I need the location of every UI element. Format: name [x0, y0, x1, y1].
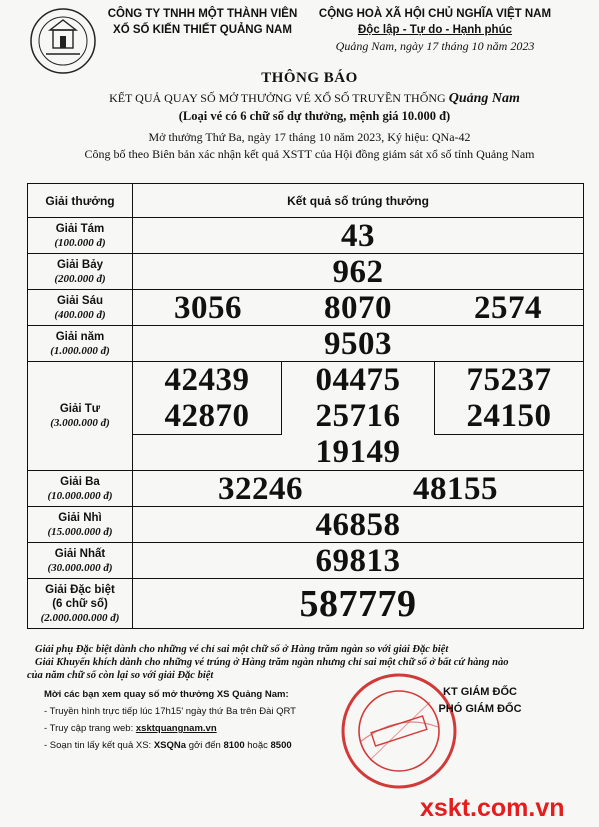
prize-sub: (6 chữ số) — [52, 597, 108, 610]
notes — [27, 643, 587, 682]
invite-item2 — [44, 720, 344, 737]
invite-heading: Mời các bạn xem quay số mở thưởng XS Quảng Nam: — [44, 689, 289, 700]
table-row — [28, 543, 584, 579]
prize-label — [28, 362, 133, 471]
table-row — [28, 507, 584, 543]
prize-number: 8070 — [324, 289, 392, 326]
prize-label — [28, 218, 133, 254]
prize-numbers — [133, 471, 584, 507]
table-header-row — [28, 184, 584, 218]
prize-label — [28, 290, 133, 326]
prize-name: Giải Đặc biệt — [45, 583, 115, 596]
company-line2: XỔ SỐ KIẾN THIẾT QUẢNG NAM — [113, 24, 292, 36]
prize-number: 19149 — [315, 434, 401, 470]
prize-number: 04475 — [282, 362, 435, 398]
prize-number: 32246 — [218, 470, 303, 507]
nation-line1: CỘNG HOÀ XÃ HỘI CHỦ NGHĨA VIỆT NAM — [318, 8, 552, 20]
prize-number: 48155 — [413, 470, 498, 507]
prize-amount: (200.000 đ) — [54, 272, 106, 285]
company-line1: CÔNG TY TNHH MỘT THÀNH VIÊN — [107, 8, 298, 20]
company-name — [100, 6, 305, 38]
prize-label — [28, 471, 133, 507]
invite-item3 — [44, 737, 344, 754]
watermark: xskt.com.vn — [420, 794, 565, 822]
title-line3: (Loại vé có 6 chữ số dự thưởng, mệnh giá 10.000 đ) — [178, 109, 451, 123]
table-row — [28, 290, 584, 326]
prize-number: 962 — [133, 254, 584, 290]
title-line2-prefix: KẾT QUẢ QUAY SỐ MỞ THƯỞNG VÉ XỔ SỐ TRUYỀN THỐNG — [109, 91, 446, 105]
prize-name: Giải Tư — [59, 403, 101, 415]
title-line2 — [30, 91, 599, 107]
prize-name: Giải Bảy — [56, 258, 104, 271]
title-line4: Mở thưởng Thứ Ba, ngày 17 tháng 10 năm 2023, Ký hiệu: QNa-42 — [148, 130, 471, 144]
invite-block — [44, 686, 344, 754]
invite-item3-or: hoặc — [244, 740, 271, 751]
prize-number: 3056 — [174, 289, 242, 326]
title-line2-script: Quảng Nam — [448, 91, 520, 106]
header-prize: Giải thưởng — [28, 184, 133, 218]
table-row — [28, 362, 584, 471]
prize-number: 25716 — [282, 398, 435, 434]
note-line2: Giải Khuyến khích dành cho những vé trúng ở Hàng trăm ngàn nhưng chỉ sai một chữ số ở bất cứ hàng nào — [35, 657, 509, 668]
prize-label — [28, 579, 133, 629]
prize-label — [28, 254, 133, 290]
signature-line2: PHÓ GIÁM ĐỐC — [438, 703, 522, 715]
national-motto — [305, 6, 565, 54]
results-table — [27, 183, 584, 629]
prize-number: 9503 — [133, 326, 584, 362]
sms-number2: 8500 — [270, 740, 292, 751]
prize-name: Giải Sáu — [56, 294, 104, 307]
prize-amount: (10.000.000 đ) — [47, 489, 113, 502]
table-row — [28, 326, 584, 362]
prize-number: 42870 — [133, 398, 282, 434]
prize-amount: (2.000.000.000 đ) — [40, 611, 120, 624]
prize-name: Giải Nhất — [54, 547, 106, 560]
prize-number: 75237 — [466, 362, 552, 398]
prize-number: 43 — [133, 218, 584, 254]
prize-amount: (30.000.000 đ) — [47, 561, 113, 574]
header-results: Kết quả số trúng thưởng — [133, 184, 584, 218]
prize-amount: (100.000 đ) — [54, 236, 106, 249]
website-link[interactable]: xskt​quangnam.vn — [135, 723, 217, 734]
title-line5: Công bố theo Biên bản xác nhận kết quả XSTT của Hội đồng giám sát xổ số tỉnh Quảng Nam — [84, 147, 535, 161]
prize-number: 46858 — [133, 507, 584, 543]
title-block — [0, 70, 599, 162]
table-row — [28, 471, 584, 507]
prize-number: 587779 — [133, 579, 584, 629]
table-row — [28, 254, 584, 290]
prize-label — [28, 543, 133, 579]
sms-code: XSQNa — [153, 740, 187, 751]
company-logo — [28, 6, 98, 76]
sms-number1: 8100 — [223, 740, 245, 751]
prize-name: Giải Nhì — [58, 511, 102, 524]
prize-amount: (3.000.000 đ) — [50, 417, 110, 429]
prize-numbers — [133, 362, 584, 471]
prize-amount: (15.000.000 đ) — [47, 525, 113, 538]
prize-number: 42439 — [133, 362, 282, 398]
prize-number: 24150 — [435, 398, 584, 434]
place-date: Quảng Nam, ngày 17 tháng 10 năm 2023 — [335, 39, 535, 53]
prize-amount: (1.000.000 đ) — [50, 344, 110, 357]
note-line1: Giải phụ Đặc biệt dành cho những vé chỉ sai một chữ số ở Hàng trăm ngàn so với giải Đặc biệt — [35, 644, 449, 655]
signature-line1: KT GIÁM ĐỐC — [443, 686, 517, 698]
prize-label — [28, 507, 133, 543]
signature-block — [395, 684, 565, 718]
prize-number: 2574 — [474, 289, 542, 326]
prize-name: Giải năm — [55, 330, 105, 343]
prize-numbers — [133, 290, 584, 326]
invite-item3-prefix: - Soạn tin lấy kết quả XS: — [44, 740, 154, 751]
prize-label — [28, 326, 133, 362]
g4-grid — [133, 362, 583, 470]
invite-item2-prefix: - Truy cập trang web: — [44, 723, 136, 734]
table-row — [28, 579, 584, 629]
table-row — [28, 218, 584, 254]
nation-line2: Độc lập - Tự do - Hạnh phúc — [358, 24, 512, 36]
prize-number: 69813 — [133, 543, 584, 579]
prize-name: Giải Ba — [60, 475, 100, 488]
prize-amount: (400.000 đ) — [54, 308, 106, 321]
invite-item1: - Truyền hình trực tiếp lúc 17h15' ngày thứ Ba trên Đài QRT — [44, 706, 296, 717]
note-line3: của năm chữ số còn lại so với giải Đặc biệt — [27, 670, 214, 681]
invite-item3-mid: gởi đến — [186, 740, 224, 751]
prize-name: Giải Tám — [55, 222, 105, 235]
title-heading: THÔNG BÁO — [261, 70, 358, 86]
